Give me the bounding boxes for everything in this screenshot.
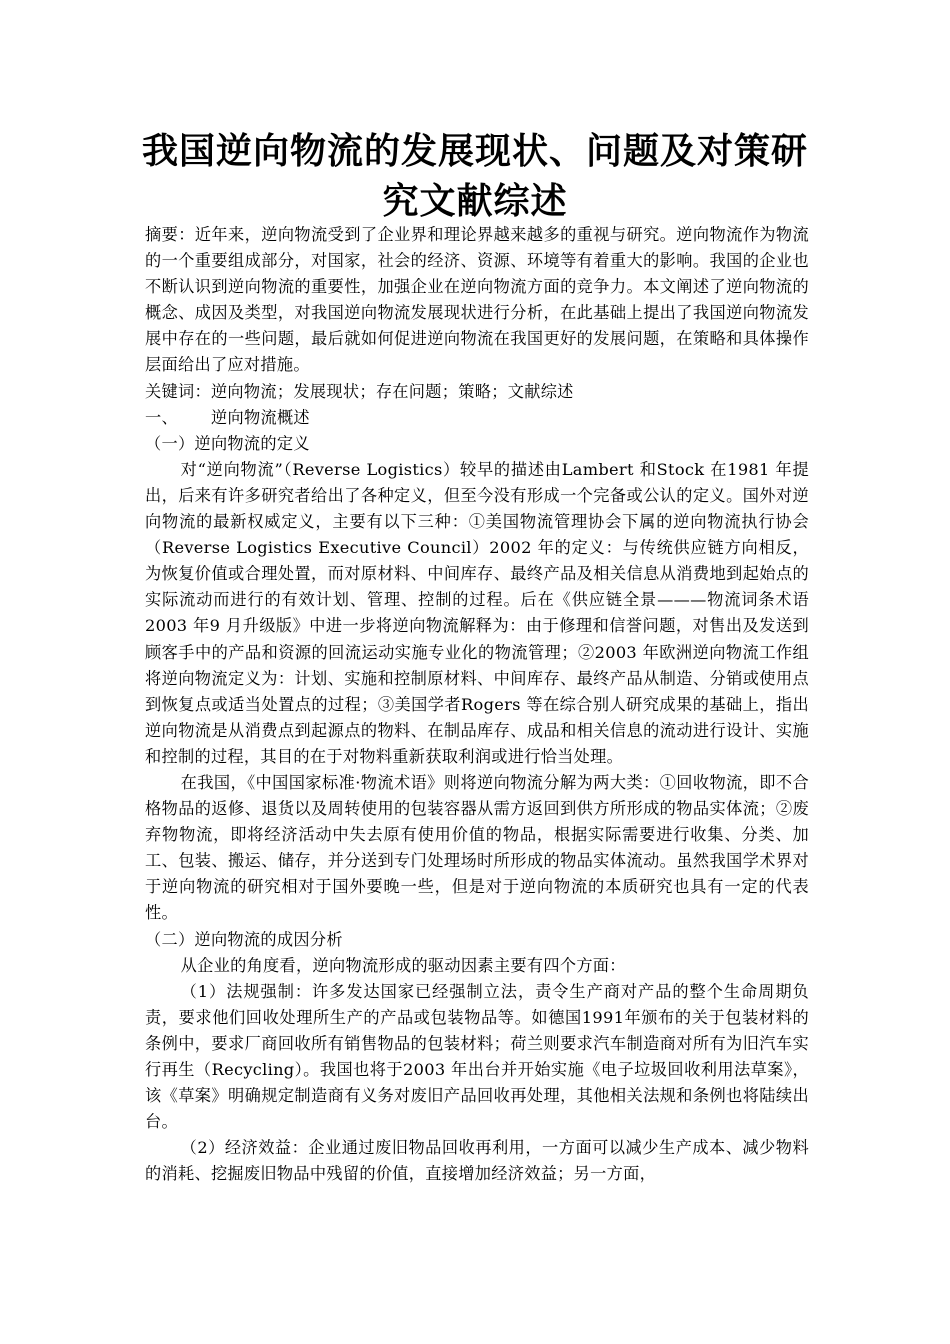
- regulation-paragraph: （1）法规强制：许多发达国家已经强制立法，责令生产商对产品的整个生命周期负责，要求他们回收处理所生产的产品或包装物品等。如德国1991年颁布的关于包装材料的条例中，要求厂商回收所有销售物品的包装材料；荷兰则要求汽车制造商对所有为旧汽车实行再生（Recycling）。我国也将于2003 年出台并开始实施《电子垃圾回收利用法草案》，该《草案》明确规定制造商有义务对废旧产品回收再处理，其他相关法规和条例也将陆续出台。: [145, 981, 809, 1132]
- section-heading: [145, 405, 809, 431]
- document-body: [145, 222, 809, 1187]
- china-definition-paragraph: 在我国，《中国国家标准·物流术语》则将逆向物流分解为两大类：①回收物流，即不合格物品的返修、退货以及周转使用的包装容器从需方返回到供方所形成的物品实体流；②废弃物物流，即将经济活动中失去原有使用价值的物品，根据实际需要进行收集、分类、加工、包装、搬运、储存，并分送到专门处理场时所形成的物品实体流动。虽然我国学术界对于逆向物流的研究相对于国外要晚一些，但是对于逆向物流的本质研究也具有一定的代表性。: [145, 772, 809, 923]
- section-number: 一、: [145, 407, 178, 427]
- subsection-heading-causes: （二）逆向物流的成因分析: [145, 929, 343, 949]
- subsection-heading-definition: （一）逆向物流的定义: [145, 433, 310, 453]
- document-title-line-1: 我国逆向物流的发展现状、问题及对策研: [141, 131, 808, 172]
- abstract-paragraph: 摘要：近年来，逆向物流受到了企业界和理论界越来越多的重视与研究。逆向物流作为物流的一个重要组成部分，对国家，社会的经济、资源、环境等有着重大的影响。我国的企业也不断认识到逆向物流的重要性，加强企业在逆向物流方面的竞争力。本文阐述了逆向物流的概念、成因及类型，对我国逆向物流发展现状进行分析，在此基础上提出了我国逆向物流发展中存在的一些问题，最后就如何促进逆向物流在我国更好的发展问题，在策略和具体操作层面给出了应对措施。: [145, 225, 809, 375]
- drivers-intro-paragraph: 从企业的角度看，逆向物流形成的驱动因素主要有四个方面：: [180, 955, 626, 975]
- keywords-line: 关键词：逆向物流；发展现状；存在问题；策略；文献综述: [145, 381, 574, 401]
- section-title: 逆向物流概述: [211, 407, 310, 427]
- definition-paragraph: 对“逆向物流”（Reverse Logistics）较早的描述由Lambert 和Stock 在1981 年提出，后来有许多研究者给出了各种定义，但至今没有形成一个完备或公认的定义。国外对逆向物流的最新权威定义，主要有以下三种：①美国物流管理协会下属的逆向物流执行协会（Reverse Logistics Executive Council）2002 年的定义：与传统供应链方向相反，为恢复价值或合理处置，而对原材料、中间库存、最终产品及相关信息从消费地到起始点的实际流动而进行的有效计划、管理、控制的过程。后在《供应链全景———物流词条术语2003 年9 月升级版》中进一步将逆向物流解释为：由于修理和信誉问题，对售出及发送到顾客手中的产品和资源的回流运动实施专业化的物流管理；②2003 年欧洲逆向物流工作组将逆向物流定义为：计划、实施和控制原材料、中间库存、最终产品从制造、分销或使用点到恢复点或适当处置点的过程；③美国学者Rogers 等在综合别人研究成果的基础上，指出逆向物流是从消费点到起源点的物料、在制品库存、成品和相关信息的流动进行设计、实施和控制的过程，其目的在于对物料重新获取利润或进行恰当处理。: [145, 459, 809, 766]
- economic-paragraph: （2）经济效益：企业通过废旧物品回收再利用，一方面可以减少生产成本、减少物料的消耗、挖掘废旧物品中残留的价值，直接增加经济效益；另一方面，: [145, 1138, 809, 1184]
- document-title-line-2: 究文献综述: [382, 181, 568, 222]
